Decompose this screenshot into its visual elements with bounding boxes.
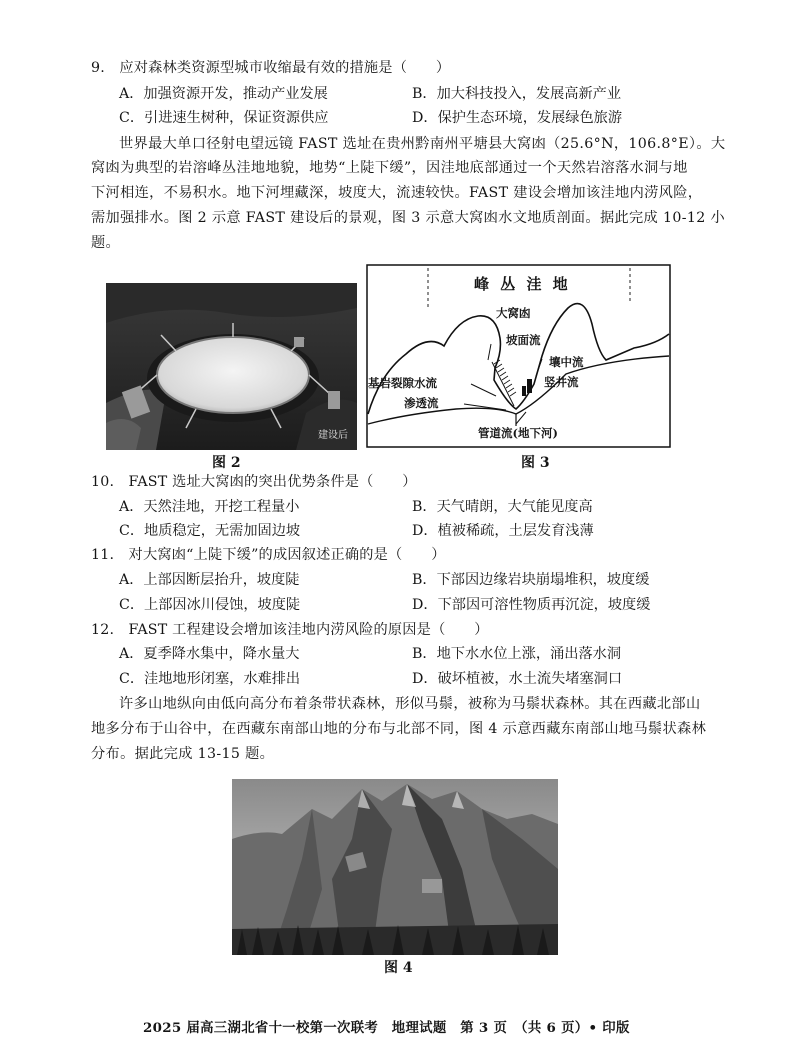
figure2-fast-photo	[106, 283, 357, 450]
page-footer: 2025 届高三湖北省十一校第一次联考 地理试题 第 3 页 （共 6 页）• 印版	[143, 1020, 630, 1036]
q11-stem: 11. 对大窝凼“上陡下缓”的成因叙述正确的是（ ）	[91, 547, 446, 563]
q10-option-b: B．天气晴朗，大气能见度高	[412, 499, 593, 515]
q10-option-d: D．植被稀疏，土层发育浅薄	[412, 523, 594, 539]
label-seepage: 渗透流	[404, 396, 439, 410]
q11-option-c: C．上部因冰川侵蚀，坡度陡	[119, 597, 301, 613]
figure2-watermark: 建设后	[318, 430, 348, 441]
q12-option-d: D．破坏植被，水土流失堵塞洞口	[412, 671, 623, 687]
label-dawodang: 大窝凼	[496, 306, 531, 320]
q9-option-c: C．引进速生树种，保证资源供应	[119, 110, 329, 126]
passage1-line2: 窝凼为典型的岩溶峰丛洼地地貌，地势“上陡下缓”，因洼地底部通过一个天然岩溶落水洞与地	[91, 160, 688, 176]
figure3-section-diagram	[366, 264, 671, 448]
q10-stem: 10. FAST 选址大窝凼的突出优势条件是（ ）	[91, 474, 417, 490]
q9-option-b: B．加大科技投入，发展高新产业	[412, 86, 622, 102]
passage1-line5: 题。	[91, 235, 121, 251]
q12-option-b: B．地下水水位上涨，涌出落水洞	[412, 646, 622, 662]
figure4-mountain-photo	[232, 779, 558, 955]
label-soil-flow: 壤中流	[549, 355, 584, 369]
q11-option-b: B．下部因边缘岩块崩塌堆积，坡度缓	[412, 572, 650, 588]
q9-option-a: A．加强资源开发，推动产业发展	[119, 86, 328, 102]
passage1-line1: 世界最大单口径射电望远镜 FAST 选址在贵州黔南州平塘县大窝凼（25.6°N，106.8°E）。大	[119, 136, 726, 152]
mountain-forest-image	[232, 779, 558, 955]
q12-option-c: C．洼地地形闭塞，水难排出	[119, 671, 301, 687]
passage1-line4: 需加强排水。图 2 示意 FAST 建设后的景观，图 3 示意大窝凼水文地质剖面。据此完成 10-12 小	[91, 210, 725, 226]
q11-option-d: D．下部因可溶性物质再沉淀，坡度缓	[412, 597, 651, 613]
figure3-caption: 图 3	[521, 455, 550, 471]
label-bedrock-flow: 基岩裂隙水流	[368, 376, 437, 390]
figure4-caption: 图 4	[384, 960, 413, 976]
passage1-line3: 下河相连，不易积水。地下河埋藏深，坡度大，流速较快。FAST 建设会增加该洼地内涝风险，	[91, 185, 703, 201]
figure3-title: 峰 丛 洼 地	[474, 275, 571, 293]
label-slope-flow: 坡面流	[506, 333, 541, 347]
passage2-line2: 地多分布于山谷中，在西藏东南部山地的分布与北部不同，图 4 示意西藏东南部山地马鬃状森林	[91, 721, 707, 737]
passage2-line1: 许多山地纵向由低向高分布着条带状森林，形似马鬃，被称为马鬃状森林。其在西藏北部山	[119, 696, 701, 712]
q10-option-c: C．地质稳定，无需加固边坡	[119, 523, 301, 539]
label-conduit-flow: 管道流(地下河)	[478, 426, 558, 440]
label-shaft-flow: 竖井流	[544, 375, 579, 389]
q11-option-a: A．上部因断层抬升，坡度陡	[119, 572, 300, 588]
figure2-caption: 图 2	[212, 455, 241, 471]
q12-stem: 12. FAST 工程建设会增加该洼地内涝风险的原因是（ ）	[91, 622, 489, 638]
q12-option-a: A．夏季降水集中，降水量大	[119, 646, 300, 662]
q10-option-a: A．天然洼地，开挖工程量小	[119, 499, 300, 515]
fast-telescope-image	[106, 283, 357, 450]
q9-stem: 9. 应对森林类资源型城市收缩最有效的措施是（ ）	[91, 60, 451, 76]
q9-option-d: D．保护生态环境，发展绿色旅游	[412, 110, 623, 126]
passage2-line3: 分布。据此完成 13-15 题。	[91, 746, 275, 762]
